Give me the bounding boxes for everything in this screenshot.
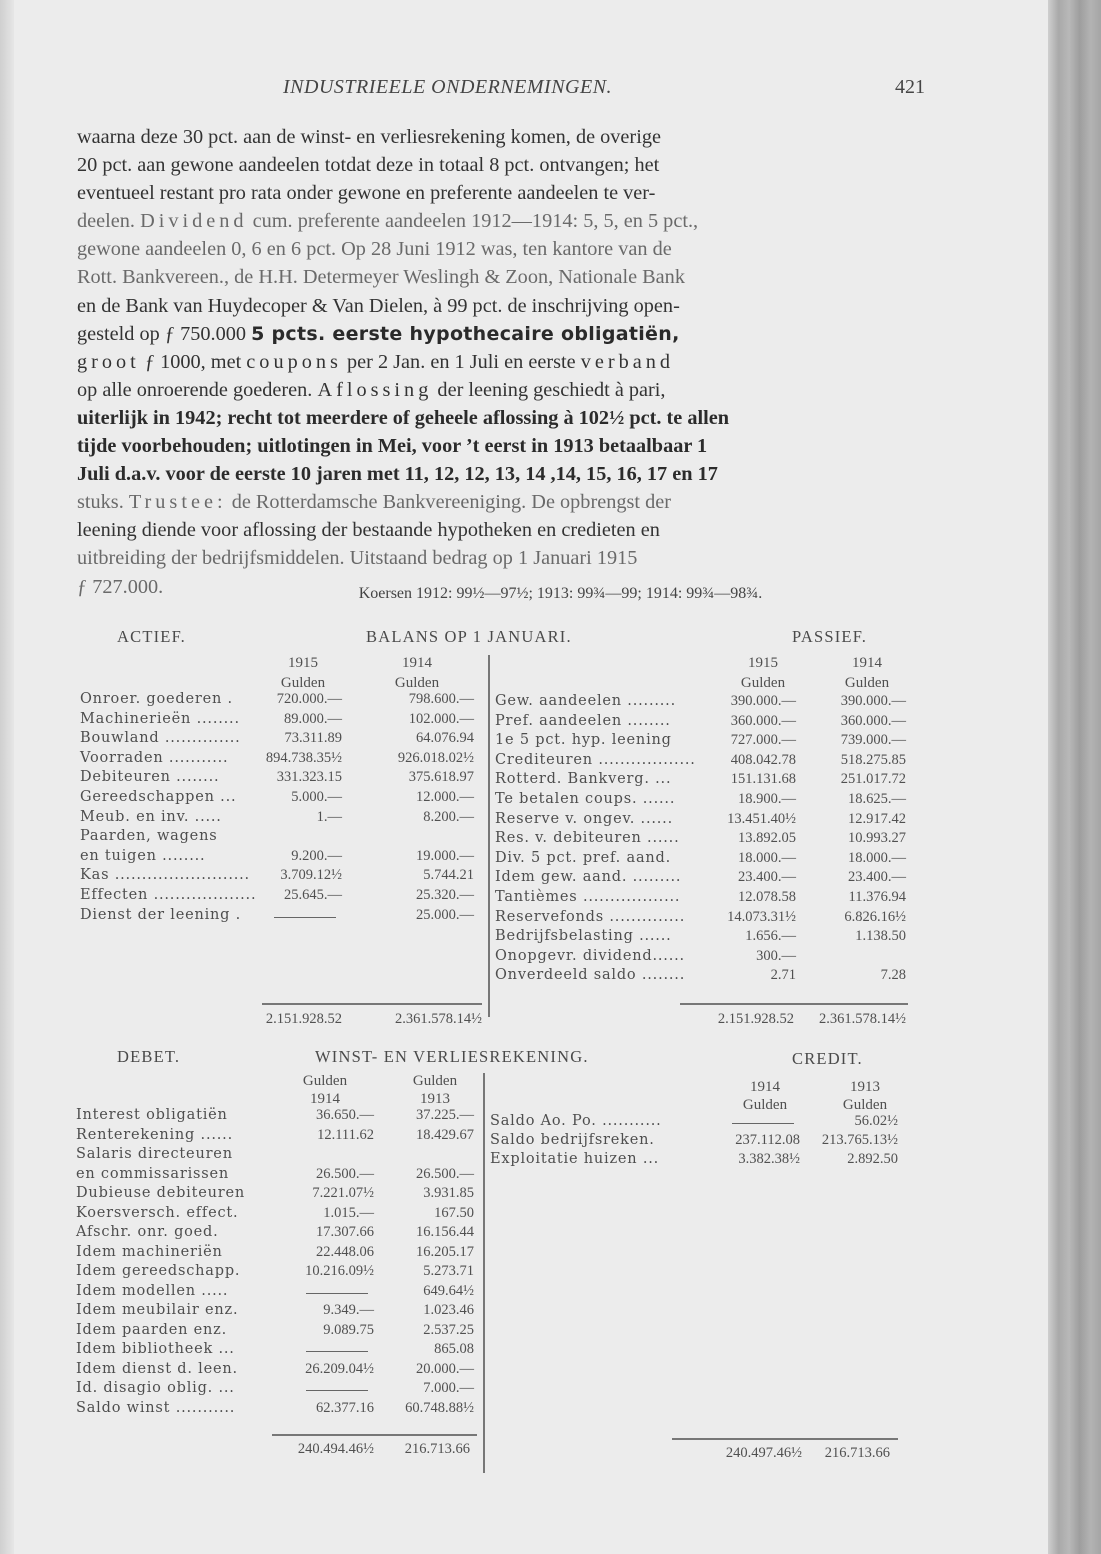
total-actief-1914: 2.361.578.14½ bbox=[395, 1011, 482, 1027]
row-label: Reserve v. ongev. ...... bbox=[495, 810, 673, 827]
row-value-v1913: 60.748.88½ bbox=[405, 1399, 474, 1416]
row-value-v1913: 26.500.— bbox=[416, 1165, 474, 1182]
row-value-v1913: 2.537.25 bbox=[423, 1321, 474, 1338]
row-label: Pref. aandeelen ........ bbox=[495, 712, 671, 729]
row-value-v1913: 167.50 bbox=[434, 1204, 474, 1221]
text-line: op alle onroerende goederen. Aflossing der leening geschiedt à pari, bbox=[77, 378, 666, 401]
text-line: eventueel restant pro rata onder gewone en preferente aandeelen te ver- bbox=[77, 182, 656, 205]
total-credit-1913: 216.713.66 bbox=[824, 1445, 890, 1461]
row-value-v1915: 408.042.78 bbox=[730, 751, 796, 768]
row-value-v1914: 5.744.21 bbox=[423, 867, 474, 884]
row-value-v1915: 25.645.— bbox=[284, 887, 342, 903]
row-value-v1914: 9.349.— bbox=[323, 1302, 374, 1318]
column-year: 1914 bbox=[310, 1091, 340, 1107]
row-value-v1914: 10.993.27 bbox=[848, 830, 906, 847]
column-currency: Gulden bbox=[740, 675, 786, 691]
row-value-v1914: 23.400.— bbox=[848, 869, 906, 886]
row-value-v1913: 37.225.— bbox=[416, 1107, 474, 1123]
row-value-v1915: 13.892.05 bbox=[738, 830, 796, 847]
row-label: Saldo winst ........... bbox=[76, 1399, 236, 1416]
row-value-v1914: 237.112.08 bbox=[735, 1132, 800, 1149]
row-value-v1914: 22.448.06 bbox=[316, 1243, 374, 1260]
text-line: deelen. Dividend cum. preferente aandeelen 1912—1914: 5, 5, en 5 pct., bbox=[77, 210, 699, 233]
row-value-v1915: 14.073.31½ bbox=[727, 908, 796, 925]
row-value-v1915: 89.000.— bbox=[284, 710, 342, 727]
row-value-v1914: 17.307.66 bbox=[316, 1224, 374, 1240]
column-currency: Gulden bbox=[842, 1097, 888, 1113]
row-label: Idem bibliotheek ... bbox=[76, 1341, 235, 1357]
spaced-keyword-trustee: Trustee: bbox=[128, 491, 227, 514]
row-label: Renterekening ...... bbox=[76, 1126, 233, 1143]
total-rule bbox=[272, 1434, 477, 1436]
row-value-v1914: 25.000.— bbox=[416, 906, 474, 923]
text-line: uiterlijk in 1942; recht tot meerdere of geheele aflossing à 102½ pct. te allen bbox=[77, 406, 730, 429]
row-value-v1913: 2.892.50 bbox=[847, 1151, 898, 1168]
row-value-v1915: 23.400.— bbox=[738, 869, 796, 886]
row-value-v1914: 12.000.— bbox=[416, 789, 474, 805]
row-value-v1915: 151.131.68 bbox=[730, 771, 796, 788]
row-value-v1914: 11.376.94 bbox=[848, 889, 906, 905]
spaced-keyword-dividend: Dividend bbox=[140, 210, 248, 233]
row-label: Idem machineriën bbox=[76, 1243, 223, 1260]
row-value-v1915: 1.656.— bbox=[745, 928, 796, 945]
text-line: Juli d.a.v. voor de eerste 10 jaren met 11, 12, 12, 13, 14 ,14, 15, 16, 17 en 17 bbox=[77, 463, 718, 486]
passief-heading: PASSIEF. bbox=[792, 627, 868, 646]
empty-value-dash bbox=[306, 1390, 368, 1391]
row-value-v1914: 360.000.— bbox=[840, 712, 906, 729]
price-quotes: Koersen 1912: 99½—97½; 1913: 99¾—99; 1914: 99¾—98¾. bbox=[358, 585, 763, 602]
column-currency: Gulden bbox=[742, 1097, 788, 1113]
row-value-v1914: 12.917.42 bbox=[848, 810, 906, 827]
row-label: Bouwland .............. bbox=[80, 730, 241, 747]
text-line: gewone aandeelen 0, 6 en 6 pct. Op 28 Juni 1912 was, ten kantore van de bbox=[77, 238, 672, 261]
row-label: Afschr. onr. goed. bbox=[76, 1224, 219, 1240]
row-value-v1915: 390.000.— bbox=[730, 693, 796, 709]
balance-title: BALANS OP 1 JANUARI. bbox=[366, 627, 572, 646]
column-currency: Gulden bbox=[412, 1073, 458, 1089]
row-value-v1915: 3.709.12½ bbox=[280, 867, 342, 884]
row-value-v1914: 10.216.09½ bbox=[305, 1263, 374, 1279]
row-label: en tuigen ........ bbox=[80, 847, 206, 864]
running-title: INDUSTRIEELE ONDERNEMINGEN. bbox=[283, 76, 613, 98]
row-label: Onverdeeld saldo ........ bbox=[495, 967, 686, 984]
row-value-v1915: 12.078.58 bbox=[738, 889, 796, 905]
empty-value-dash bbox=[306, 1351, 368, 1352]
bond-title: 5 pcts. eerste hypothecaire obligatiën, bbox=[251, 322, 680, 345]
total-rule bbox=[672, 1438, 898, 1440]
text-line: groot ƒ 1000, met coupons per 2 Jan. en 1 Juli en eerste verband bbox=[77, 350, 675, 373]
row-value-v1914: 18.625.— bbox=[848, 791, 906, 807]
row-value-v1915: 300.— bbox=[756, 947, 796, 964]
column-year: 1915 bbox=[748, 655, 778, 671]
row-label: Machinerieën ........ bbox=[80, 710, 240, 727]
row-label: Debiteuren ........ bbox=[80, 769, 220, 786]
row-label: Reservefonds .............. bbox=[495, 908, 686, 925]
column-year: 1915 bbox=[288, 655, 318, 671]
row-value-v1915: 331.323.15 bbox=[276, 769, 342, 786]
row-label: Meub. en inv. ..... bbox=[80, 808, 222, 825]
total-debet-1913: 216.713.66 bbox=[404, 1441, 470, 1457]
row-label: Onopgevr. dividend...... bbox=[495, 947, 685, 964]
row-value-v1914: 739.000.— bbox=[840, 732, 906, 749]
row-label: Bedrijfsbelasting ...... bbox=[495, 928, 672, 945]
row-label: Idem gereedschapp. bbox=[76, 1263, 241, 1279]
row-value-v1913: 649.64½ bbox=[423, 1282, 474, 1299]
text-line: ƒ 727.000. bbox=[77, 575, 164, 598]
row-value-v1914: 390.000.— bbox=[840, 693, 906, 709]
column-currency: Gulden bbox=[280, 675, 326, 691]
column-year: 1913 bbox=[850, 1079, 880, 1095]
row-value-v1913: 213.765.13½ bbox=[821, 1132, 898, 1149]
row-value-v1913: 56.02½ bbox=[854, 1113, 898, 1129]
actief-heading: ACTIEF. bbox=[117, 627, 186, 646]
row-label: Interest obligatiën bbox=[76, 1107, 228, 1123]
row-label: Id. disagio oblig. ... bbox=[76, 1380, 235, 1396]
row-label: Rotterd. Bankverg. ... bbox=[495, 771, 672, 788]
row-label: Res. v. debiteuren ...... bbox=[495, 830, 680, 847]
row-value-v1914: 798.600.— bbox=[408, 691, 474, 707]
row-value-v1914: 518.275.85 bbox=[840, 751, 906, 768]
total-passief-1914: 2.361.578.14½ bbox=[819, 1011, 906, 1027]
debet-heading: DEBET. bbox=[117, 1047, 181, 1066]
row-value-v1914: 26.209.04½ bbox=[305, 1360, 374, 1377]
row-label: Idem dienst d. leen. bbox=[76, 1360, 238, 1377]
column-currency: Gulden bbox=[302, 1073, 348, 1089]
text-line: 20 pct. aan gewone aandeelen totdat deze in totaal 8 pct. ontvangen; het bbox=[77, 154, 660, 177]
row-value-v1914: 1.015.— bbox=[323, 1204, 374, 1221]
row-label: Div. 5 pct. pref. aand. bbox=[495, 849, 672, 866]
row-value-v1913: 7.000.— bbox=[423, 1380, 474, 1396]
row-value-v1914: 102.000.— bbox=[408, 710, 474, 727]
row-label: Crediteuren .................. bbox=[495, 751, 696, 768]
row-label: Exploitatie huizen ... bbox=[490, 1151, 660, 1168]
row-value-v1914: 1.138.50 bbox=[855, 928, 906, 945]
row-value-v1914: 3.382.38½ bbox=[738, 1151, 800, 1168]
empty-value-dash bbox=[732, 1123, 794, 1124]
row-value-v1914: 64.076.94 bbox=[416, 730, 474, 747]
row-value-v1914: 62.377.16 bbox=[316, 1399, 374, 1416]
column-year: 1914 bbox=[402, 655, 432, 671]
column-currency: Gulden bbox=[394, 675, 440, 691]
text-line: Rott. Bankvereen., de H.H. Determeyer Weslingh & Zoon, Nationale Bank bbox=[77, 266, 685, 289]
page-number: 421 bbox=[895, 76, 925, 98]
text-line: leening diende voor aflossing der bestaande hypotheken en credieten en bbox=[77, 519, 660, 542]
text-line: tijde voorbehouden; uitlotingen in Mei, voor ’t eerst in 1913 betaalbaar 1 bbox=[77, 435, 708, 458]
column-divider bbox=[483, 1073, 485, 1473]
row-value-v1913: 16.205.17 bbox=[416, 1243, 474, 1260]
credit-heading: CREDIT. bbox=[792, 1049, 863, 1068]
total-debet-1914: 240.494.46½ bbox=[297, 1441, 374, 1457]
row-value-v1915: 5.000.— bbox=[291, 789, 342, 805]
row-value-v1914: 26.500.— bbox=[316, 1165, 374, 1182]
row-label: Saldo Ao. Po. ........... bbox=[490, 1113, 662, 1129]
row-value-v1915: 360.000.— bbox=[730, 712, 796, 729]
row-label: en commissarissen bbox=[76, 1165, 230, 1182]
row-value-v1915: 727.000.— bbox=[730, 732, 796, 749]
row-value-v1914: 12.111.62 bbox=[317, 1126, 374, 1143]
text-line: gesteld op ƒ 750.000 5 pcts. eerste hypothecaire obligatiën, bbox=[77, 322, 680, 345]
text-line: stuks. Trustee: de Rotterdamsche Bankvereeniging. De opbrengst der bbox=[77, 491, 671, 514]
row-value-v1914: 18.000.— bbox=[848, 849, 906, 866]
profit-loss-title: WINST- EN VERLIESREKENING. bbox=[315, 1047, 589, 1066]
row-value-v1914: 25.320.— bbox=[416, 887, 474, 903]
row-value-v1914: 7.28 bbox=[880, 967, 906, 984]
row-label: 1e 5 pct. hyp. leening bbox=[495, 732, 672, 749]
row-label: Idem modellen ..... bbox=[76, 1282, 229, 1299]
row-value-v1915: 18.900.— bbox=[738, 791, 796, 807]
row-label: Saldo bedrijfsreken. bbox=[490, 1132, 655, 1149]
row-label: Koersversch. effect. bbox=[76, 1204, 239, 1221]
row-label: Paarden, wagens bbox=[80, 828, 218, 845]
row-value-v1915: 13.451.40½ bbox=[727, 810, 796, 827]
row-value-v1915: 9.200.— bbox=[291, 847, 342, 864]
text-line: uitbreiding der bedrijfsmiddelen. Uitstaand bedrag op 1 Januari 1915 bbox=[77, 547, 638, 570]
row-label: Salaris directeuren bbox=[76, 1146, 233, 1162]
row-value-v1914: 19.000.— bbox=[416, 847, 474, 864]
row-value-v1915: 18.000.— bbox=[738, 849, 796, 866]
row-value-v1914: 9.089.75 bbox=[323, 1321, 374, 1338]
row-value-v1913: 18.429.67 bbox=[416, 1126, 474, 1143]
row-label: Tantièmes .................. bbox=[495, 889, 681, 905]
empty-value-dash bbox=[306, 1293, 368, 1294]
row-value-v1913: 5.273.71 bbox=[423, 1263, 474, 1279]
total-credit-1914: 240.497.46½ bbox=[725, 1445, 802, 1461]
row-value-v1913: 865.08 bbox=[434, 1341, 474, 1357]
row-value-v1914: 36.650.— bbox=[316, 1107, 374, 1123]
row-label: Idem paarden enz. bbox=[76, 1321, 228, 1338]
text-line: en de Bank van Huydecoper & Van Dielen, à 99 pct. de inschrijving open- bbox=[77, 294, 680, 317]
row-label: Effecten ................... bbox=[80, 887, 257, 903]
column-year: 1913 bbox=[420, 1091, 450, 1107]
row-value-v1914: 251.017.72 bbox=[840, 771, 906, 788]
row-value-v1914: 6.826.16½ bbox=[844, 908, 906, 925]
total-passief-1915: 2.151.928.52 bbox=[717, 1011, 794, 1027]
row-value-v1915: 73.311.89 bbox=[284, 730, 342, 747]
row-value-v1915: 720.000.— bbox=[276, 691, 342, 707]
row-value-v1914: 7.221.07½ bbox=[312, 1185, 374, 1201]
row-label: Onroer. goederen . bbox=[80, 691, 233, 707]
row-label: Gew. aandeelen ......... bbox=[495, 693, 676, 709]
row-value-v1913: 3.931.85 bbox=[423, 1185, 474, 1201]
total-actief-1915: 2.151.928.52 bbox=[265, 1011, 342, 1027]
row-label: Gereedschappen ... bbox=[80, 789, 237, 805]
row-value-v1915: 894.738.35½ bbox=[265, 749, 342, 766]
row-label: Dienst der leening . bbox=[80, 906, 242, 923]
row-value-v1914: 375.618.97 bbox=[408, 769, 474, 786]
row-value-v1914: 926.018.02½ bbox=[397, 749, 474, 766]
row-value-v1913: 1.023.46 bbox=[423, 1302, 474, 1318]
row-value-v1913: 16.156.44 bbox=[416, 1224, 474, 1240]
row-value-v1915: 1.— bbox=[316, 808, 342, 825]
row-value-v1914: 8.200.— bbox=[423, 808, 474, 825]
row-label: Idem meubilair enz. bbox=[76, 1302, 239, 1318]
column-year: 1914 bbox=[750, 1079, 780, 1095]
text-line: waarna deze 30 pct. aan de winst- en verliesrekening komen, de overige bbox=[77, 126, 661, 148]
row-label: Te betalen coups. ...... bbox=[495, 791, 676, 807]
row-value-v1913: 20.000.— bbox=[416, 1360, 474, 1377]
column-currency: Gulden bbox=[844, 675, 890, 691]
row-label: Voorraden ........... bbox=[80, 749, 229, 766]
row-label: Dubieuse debiteuren bbox=[76, 1185, 246, 1201]
column-year: 1914 bbox=[852, 655, 882, 671]
row-value-v1915: 2.71 bbox=[770, 967, 796, 984]
spaced-keyword-aflossing: Aflossing bbox=[317, 378, 433, 401]
row-label: Idem gew. aand. ......... bbox=[495, 869, 682, 886]
row-label: Kas ......................... bbox=[80, 867, 250, 884]
